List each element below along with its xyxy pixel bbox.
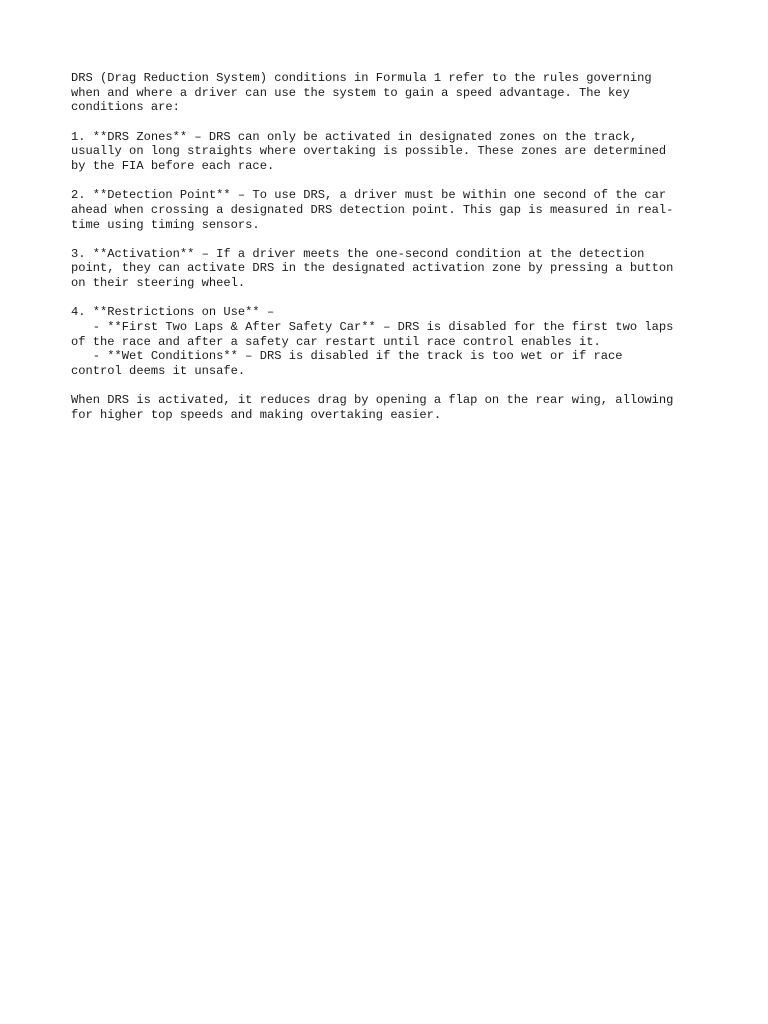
list-item-restrictions: 4. **Restrictions on Use** – - **First Two Laps & After Safety Car** – DRS is disabled for the first two laps of the race and after a safety car restart until race control enables it. - **Wet Conditions** – DRS is disabled if the track is too wet or if race control deems it unsafe.: [71, 305, 674, 379]
document-body: [71, 71, 711, 423]
list-item-activation: 3. **Activation** – If a driver meets the one-second condition at the detection point, they can activate DRS in the designated activation zone by pressing a button on their steering wheel.: [71, 246, 674, 291]
conclusion-paragraph: When DRS is activated, it reduces drag by opening a flap on the rear wing, allowing for higher top speeds and making overtaking easier.: [71, 393, 674, 423]
list-item-drs-zones: 1. **DRS Zones** – DRS can only be activated in designated zones on the track, usually on long straights where overtaking is possible. These zones are determined by the FIA before each race.: [71, 129, 667, 173]
list-item-detection-point: 2. **Detection Point** – To use DRS, a driver must be within one second of the car ahead when crossing a designated DRS detection point. This gap is measured in real- time using timing sensors.: [71, 188, 674, 232]
intro-paragraph: DRS (Drag Reduction System) conditions in Formula 1 refer to the rules governing when and where a driver can use the system to gain a speed advantage. The key conditions are:: [71, 71, 652, 115]
